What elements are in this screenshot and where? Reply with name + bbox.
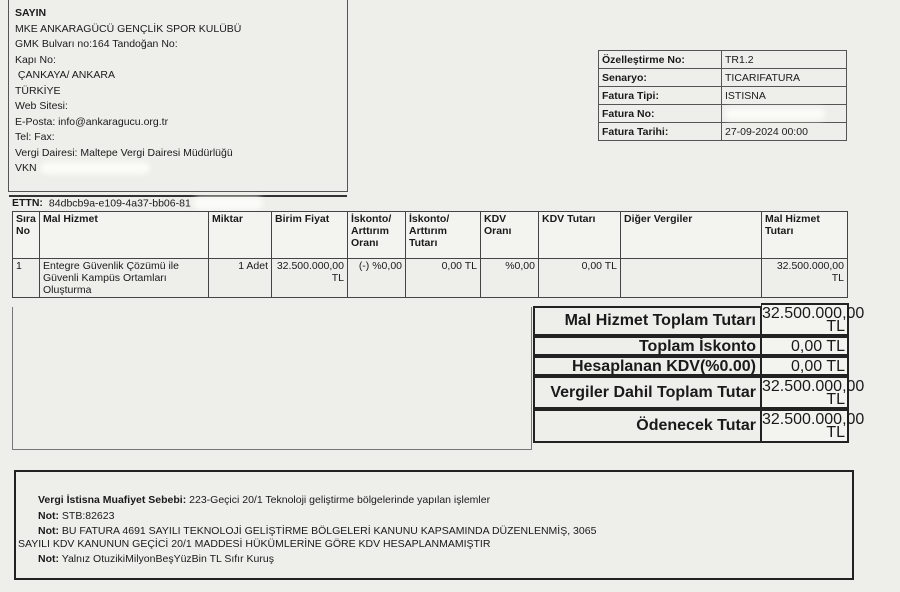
- customer-address: GMK Bulvarı no:164 Tandoğan No:: [15, 38, 178, 50]
- meta-value: TR1.2: [722, 51, 847, 69]
- meta-key: Fatura Tipi:: [599, 87, 722, 105]
- invoice-meta-table: [598, 50, 847, 141]
- customer-name: MKE ANKARAGÜCÜ GENÇLİK SPOR KULÜBÜ: [15, 22, 242, 35]
- col-header: İskonto/ Arttırım Oranı: [348, 212, 406, 259]
- customer-vkn: [15, 161, 347, 177]
- blank-panel: [12, 307, 532, 450]
- customer-door-no: Kapı No:: [15, 53, 56, 66]
- meta-key: Özelleştirme No:: [599, 51, 722, 69]
- total-value: 0,00 TL: [761, 356, 849, 376]
- note-line: [38, 553, 274, 566]
- note-label: Not:: [38, 553, 59, 565]
- note-line-continuation: SAYILI KDV KANUNUN GEÇİCİ 20/1 MADDESİ HÜKÜMLERİNE GÖRE KDV HESAPLANMAMIŞTIR: [18, 538, 491, 550]
- total-value: 0,00 TL: [761, 336, 849, 356]
- total-label: Ödenecek Tutar: [533, 409, 761, 443]
- meta-key: Fatura No:: [599, 105, 722, 123]
- customer-website: Web Sitesi:: [15, 100, 68, 112]
- ettn-line: [12, 197, 263, 210]
- cell-unit-price: 32.500.000,00 TL: [272, 259, 348, 298]
- meta-row: [599, 69, 847, 87]
- note-text: BU FATURA 4691 SAYILI TEKNOLOJİ GELİŞTİRME BÖLGELERİ KANUNU KAPSAMINDA DÜZENLENMİŞ, 3065: [59, 525, 597, 537]
- total-label: Toplam İskonto: [533, 336, 761, 356]
- meta-row: [599, 87, 847, 105]
- total-label: Mal Hizmet Toplam Tutarı: [533, 306, 761, 336]
- customer-country: TÜRKİYE: [15, 84, 61, 97]
- exemption-reason: [38, 494, 490, 507]
- note-text: Yalnız OtuzikiMilyonBeşYüzBin TL Sıfır Kuruş: [59, 553, 274, 565]
- meta-key: Senaryo:: [599, 69, 722, 87]
- meta-row: [599, 123, 847, 141]
- col-header: Mal Hizmet Tutarı: [762, 212, 848, 259]
- cell-index: 1: [13, 259, 40, 298]
- total-value: 32.500.000,00 TL: [762, 411, 865, 441]
- customer-city: ÇANKAYA/ ANKARA: [15, 69, 115, 81]
- col-header: Mal Hizmet: [40, 212, 209, 259]
- vkn-label: VKN: [15, 162, 37, 174]
- meta-row: [599, 105, 847, 123]
- redacted-invoice-number: [725, 108, 825, 120]
- note-label: Not:: [38, 525, 59, 537]
- meta-row: [599, 51, 847, 69]
- cell-discount-amount: 0,00 TL: [406, 259, 481, 298]
- customer-email: E-Posta: info@ankaragucu.org.tr: [15, 115, 169, 128]
- items-header-row: [13, 212, 848, 259]
- cell-vat-amount: 0,00 TL: [539, 259, 621, 298]
- exemption-text: 223-Geçici 20/1 Teknoloji geliştirme bölgelerinde yapılan işlemler: [186, 494, 491, 506]
- meta-value: 27-09-2024 00:00: [722, 123, 847, 141]
- exemption-label: Vergi İstisna Muafiyet Sebebi:: [38, 494, 187, 506]
- col-header: Diğer Vergiler: [621, 212, 762, 259]
- col-header: KDV Tutarı: [539, 212, 621, 259]
- customer-tax-office: Vergi Dairesi: Maltepe Vergi Dairesi Müdürlüğü: [15, 146, 233, 159]
- ettn-label: ETTN:: [12, 197, 43, 210]
- col-header: İskonto/ Arttırım Tutarı: [406, 212, 481, 259]
- items-table: [12, 211, 848, 298]
- note-line: [38, 525, 596, 538]
- total-label: Hesaplanan KDV(%0.00): [533, 356, 761, 376]
- col-header: Sıra No: [13, 212, 40, 259]
- redacted-ettn: [193, 197, 263, 210]
- customer-phone-fax: Tel: Fax:: [15, 131, 55, 143]
- meta-value: [722, 105, 847, 123]
- total-value: 32.500.000,00 TL: [762, 378, 865, 408]
- salutation: SAYIN: [15, 7, 47, 19]
- col-header: KDV Oranı: [481, 212, 539, 259]
- meta-value: TICARIFATURA: [722, 69, 847, 87]
- recipient-address-block: [8, 0, 348, 192]
- note-line: [38, 510, 114, 523]
- cell-item-name: Entegre Güvenlik Çözümü ile Güvenli Kampüs Ortamları Oluşturma: [40, 259, 209, 298]
- cell-other-taxes: [621, 259, 762, 298]
- cell-vat-rate: %0,00: [481, 259, 539, 298]
- note-text: STB:82623: [59, 510, 115, 522]
- cell-discount-rate: (-) %0,00: [348, 259, 406, 298]
- cell-quantity: 1 Adet: [209, 259, 272, 298]
- meta-key: Fatura Tarihi:: [599, 123, 722, 141]
- table-row: [13, 259, 848, 298]
- col-header: Birim Fiyat: [272, 212, 348, 259]
- notes-box: [14, 470, 854, 580]
- ettn-value: 84dbcb9a-e109-4a37-bb06-81: [48, 197, 191, 210]
- total-label: Vergiler Dahil Toplam Tutar: [533, 376, 761, 409]
- note-label: Not:: [38, 510, 59, 522]
- cell-line-total: 32.500.000,00 TL: [762, 259, 848, 298]
- redacted-vkn: [40, 162, 150, 174]
- meta-value: ISTISNA: [722, 87, 847, 105]
- col-header: Miktar: [209, 212, 272, 259]
- total-value: 32.500.000,00 TL: [762, 305, 865, 335]
